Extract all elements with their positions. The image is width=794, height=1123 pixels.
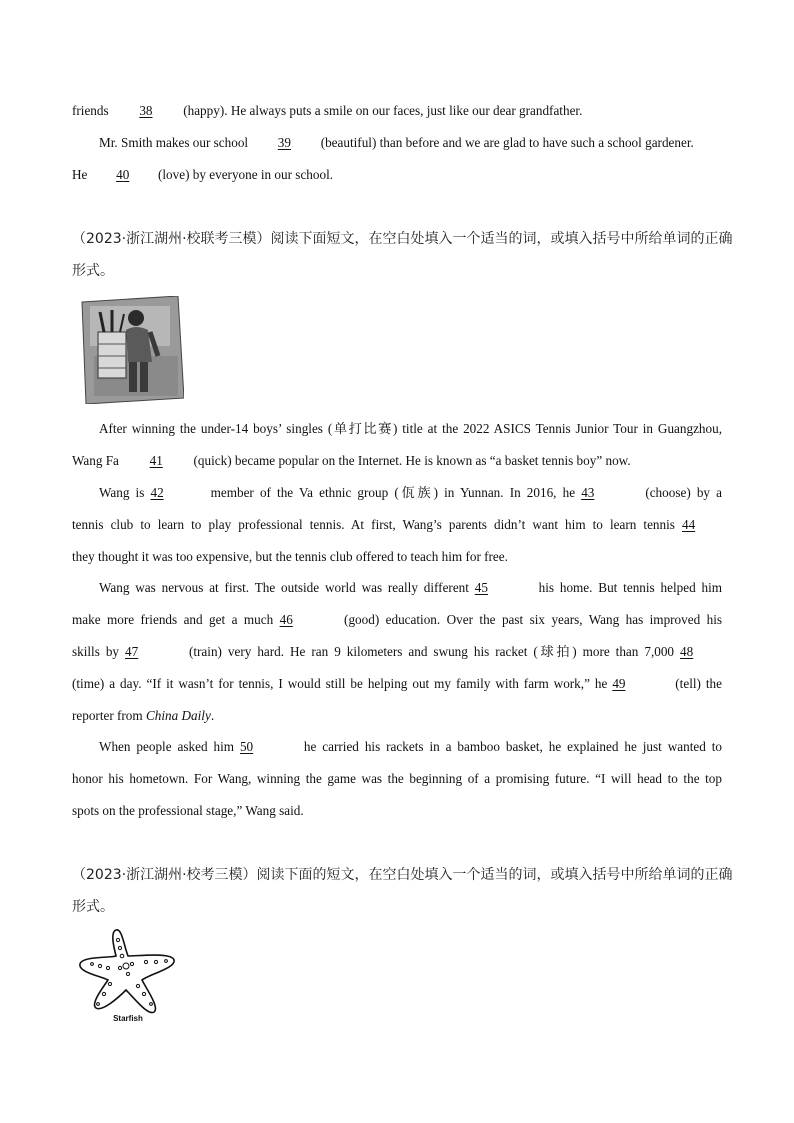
section-instruction-cont: 形式。 bbox=[72, 263, 114, 279]
text: they thought it was too expensive, but the tennis club offered to teach him for free. bbox=[72, 549, 508, 564]
text: (train) very hard. He ran 9 kilometers and swung his racket ( bbox=[188, 644, 538, 659]
text: . bbox=[210, 708, 215, 723]
text-line bbox=[72, 708, 722, 724]
answer-blank: 38 bbox=[139, 103, 153, 118]
text-line bbox=[99, 580, 722, 596]
text-line bbox=[99, 135, 722, 151]
text-line bbox=[72, 103, 722, 119]
text-line bbox=[99, 739, 722, 755]
text: reporter from bbox=[72, 708, 146, 723]
text: his home. But tennis helped him bbox=[538, 580, 723, 595]
text-line bbox=[72, 612, 722, 628]
basket-tennis-boy-photo bbox=[80, 296, 184, 404]
text: tennis club to learn to play professional tennis. At first, Wang’s parents didn’t want him to learn tennis bbox=[72, 517, 675, 532]
section-instruction: （2023·浙江湖州·校联考三模）阅读下面短文，在空白处填入一个适当的词，或填入括号中所给单词的正确 bbox=[72, 231, 733, 247]
section-instruction: （2023·浙江湖州·校考三模）阅读下面的短文，在空白处填入一个适当的词，或填入括号中所给单词的正确 bbox=[72, 867, 733, 883]
text: Mr. Smith makes our school bbox=[99, 135, 249, 150]
text: he carried his rackets in a bamboo basket, he explained he just wanted to bbox=[303, 739, 723, 754]
answer-blank: 44 bbox=[682, 517, 696, 532]
text: Wang was nervous at first. The outside world was really different bbox=[99, 580, 469, 595]
text: friends bbox=[72, 103, 109, 118]
answer-blank: 47 bbox=[125, 644, 139, 659]
text-line bbox=[99, 485, 722, 502]
text: Wang is bbox=[99, 485, 145, 500]
text: (tell) the bbox=[675, 676, 722, 691]
answer-blank: 49 bbox=[612, 676, 626, 691]
text-line bbox=[99, 421, 722, 438]
answer-blank: 46 bbox=[279, 612, 293, 627]
text: (love) by everyone in our school. bbox=[157, 167, 334, 182]
text-line bbox=[72, 644, 722, 661]
answer-blank: 45 bbox=[474, 580, 488, 595]
text: member of the Va ethnic group ( bbox=[210, 485, 399, 500]
newspaper-name: China Daily bbox=[145, 708, 211, 723]
answer-blank: 40 bbox=[116, 167, 130, 182]
text: ) title at the 2022 ASICS Tennis Junior Tour in Guangzhou, bbox=[392, 421, 723, 436]
text: ) in Yunnan. In 2016, he bbox=[433, 485, 576, 500]
answer-blank: 42 bbox=[150, 485, 164, 500]
text: make more friends and get a much bbox=[72, 612, 274, 627]
text: Wang Fa bbox=[72, 453, 119, 468]
text: (beautiful) than before and we are glad to have such a school gardener. bbox=[320, 135, 694, 150]
text: honor his hometown. For Wang, winning the game was the beginning of a promising future. “I will head to the top bbox=[72, 771, 722, 786]
starfish-illustration bbox=[76, 926, 178, 1024]
text-line bbox=[72, 549, 722, 565]
text-line bbox=[72, 803, 722, 819]
text-line bbox=[72, 771, 722, 787]
section-instruction-cont: 形式。 bbox=[72, 899, 114, 915]
text: When people asked him bbox=[99, 739, 234, 754]
chinese-gloss: 球拍 bbox=[537, 645, 573, 660]
text: He bbox=[72, 167, 88, 182]
text-line bbox=[72, 676, 722, 692]
text: (quick) became popular on the Internet. He is known as “a basket tennis boy” now. bbox=[193, 453, 631, 468]
chinese-gloss: 佤族 bbox=[398, 486, 434, 501]
answer-blank: 50 bbox=[239, 739, 254, 754]
text: After winning the under-14 boys’ singles ( bbox=[99, 421, 333, 436]
answer-blank: 48 bbox=[680, 644, 694, 659]
text-line bbox=[72, 453, 722, 469]
text: spots on the professional stage,” Wang said. bbox=[72, 803, 304, 818]
chinese-gloss: 单打比赛 bbox=[332, 422, 393, 437]
text: ) more than 7,000 bbox=[572, 644, 675, 659]
answer-blank: 39 bbox=[277, 135, 291, 150]
answer-blank: 41 bbox=[149, 453, 163, 468]
text: (happy). He always puts a smile on our faces, just like our dear grandfather. bbox=[183, 103, 583, 118]
text: (choose) by a bbox=[645, 485, 723, 500]
text-line bbox=[72, 517, 722, 533]
text: (time) a day. “If it wasn’t for tennis, I would still be helping out my family with farm work,” he bbox=[72, 676, 608, 691]
text: skills by bbox=[72, 644, 120, 659]
starfish-caption: Starfish bbox=[113, 1014, 143, 1023]
answer-blank: 43 bbox=[581, 485, 595, 500]
text: (good) education. Over the past six years, Wang has improved his bbox=[344, 612, 723, 627]
text-line bbox=[72, 167, 722, 183]
